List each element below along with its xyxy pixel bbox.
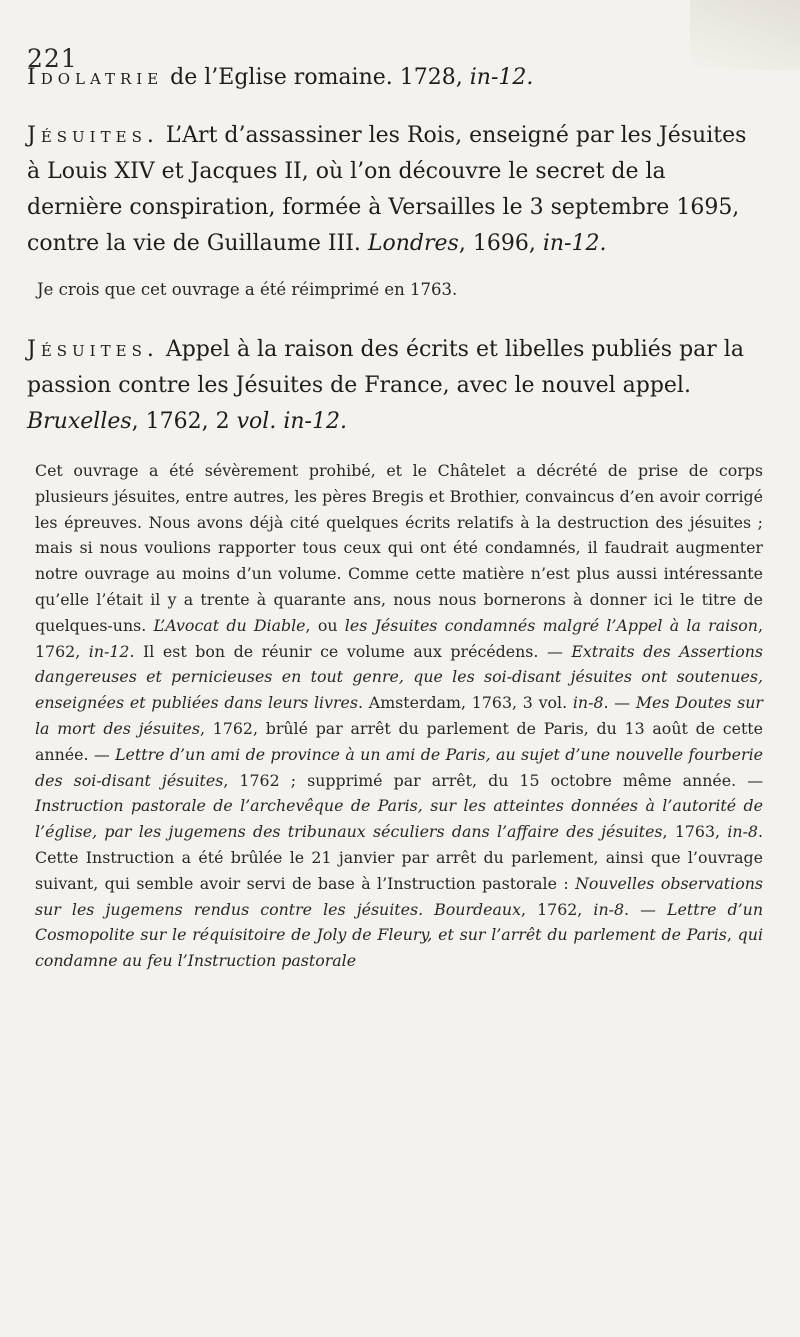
entry-headword: Idolatrie bbox=[27, 65, 164, 90]
title-mes-doutes: Mes Doutes sur la mort des jésuites bbox=[35, 693, 763, 738]
title-condamne-au-feu: qui condamne au feu l’Instruction pastorale bbox=[35, 925, 763, 971]
title-extraits-assertions: Extraits des Assertions dangereuses et pernicieuses en tout genre, que les soi-disant jésuites ont soutenues, enseignées et publiées dans leurs livres bbox=[35, 641, 763, 713]
entry-text-2: , 1696, bbox=[458, 231, 543, 256]
entry-text: de l’Eglise romaine. 1728, bbox=[163, 65, 470, 90]
entry-format: in-12. bbox=[469, 65, 534, 90]
title-lettre-cosmopolite: Lettre d’un Cosmopolite sur le réquisitoire de Joly de Fleury, et sur l’arrêt du parlement de Paris bbox=[35, 899, 764, 945]
entry-idolatrie bbox=[27, 60, 763, 96]
title-avocat-du-diable: L’Avocat du Diable bbox=[153, 615, 306, 635]
title-jesuites-condamnes: les Jésuites condamnés malgré l’Appel à la raison bbox=[344, 615, 758, 635]
entry-text-2: , 1762, 2 bbox=[131, 409, 237, 434]
entry-place: Bruxelles bbox=[27, 409, 132, 434]
entry-jesuites-appel bbox=[27, 332, 763, 440]
entry-headword: Jésuites. bbox=[27, 123, 159, 148]
entry-text: L’Art d’assassiner les Rois, enseigné par les Jésuites à Louis XIV et Jacques II, où l’on découvre le secret de la dernière conspiration, formée à Versailles le 3 septembre 1695, contre la vie de Guillaume III. bbox=[27, 123, 747, 256]
entry-headword: Jésuites. bbox=[27, 337, 159, 362]
entry-jesuites-art bbox=[27, 118, 763, 262]
note-reprint: Je crois que cet ouvrage a été réimprimé en 1763. bbox=[37, 280, 458, 299]
entry-place: Londres bbox=[367, 231, 459, 256]
page-number: 221 bbox=[27, 44, 78, 73]
entry-format: vol. in-12. bbox=[236, 409, 347, 434]
note-condemned-works: Cet ouvrage a été sévèrement prohibé, et le Châtelet a décrété de prise de corps plusieurs jésuites, entre autres, les pères Bregis et Brothier, convaincus d’en avoir corrigé les épreuves. Nous avons déjà cité quelques écrits relatifs à la destruction des jésuites ; mais si nous voulions rapporter tous ceux qui ont été condamnés, il faudrait augmenter notre ouvrage au moins d’un volume. Comme cette matière n’est plus aussi intéressante qu’elle l’était il y a trente à quarante ans, nous nous bornerons à donner ici le titre de quelques-uns. L’Avocat du Diable, ou les Jésuites condamnés malgré l’Appel à la raison, 1762, in-12. Il est bon de réunir ce volume aux précédens. — Extraits des Assertions dangereuses et pernicieuses en tout genre, que les soi-disant jésuites ont soutenues, enseignées et publiées dans leurs livres. Amsterdam, 1763, 3 vol. in-8. — Mes Doutes sur la mort des jésuites, 1762, brûlé par arrêt du parlement de Paris, du 13 août de cette année. — Lettre d’un ami de province à un ami de Paris, au sujet d’une nouvelle fourberie des soi-disant jésuites, 1762 ; supprimé par arrêt, du 15 octobre même année. — Instruction pastorale de l’archevêque de Paris, sur les atteintes données à l’autorité de l’église, par les jugemens des tribunaux séculiers dans l’affaire des jésuites, 1763, in-8. Cette Instruction a été brûlée le 21 janvier par arrêt du parlement, ainsi que l’ouvrage suivant, qui semble avoir servi de base à l’Instruction pastorale : Nouvelles observations sur les jugemens rendus contre les jésuites. Bourdeaux, 1762, in-8. — Lettre d’un Cosmopolite sur le réquisitoire de Joly de Fleury, et sur l’arrêt du parlement de Paris, qui condamne au feu l’Instruction pastorale bbox=[35, 461, 764, 971]
entry-text: Appel à la raison des écrits et libelles publiés par la passion contre les Jésuites de France, avec le nouvel appel. bbox=[27, 337, 744, 398]
title-lettre-ami-province: Lettre d’un ami de province à un ami de Paris, au sujet d’une nouvelle fourberie des soi-disant jésuites bbox=[35, 744, 763, 790]
title-nouvelles-observations: Nouvelles observations sur les jugemens rendus contre les jésuites. Bourdeaux bbox=[35, 873, 763, 919]
title-instruction-pastorale: Instruction pastorale de l’archevêque de Paris, sur les atteintes données à l’autorité de l’église, par les jugemens des tribunaux séculiers dans l’affaire des jésuites bbox=[35, 796, 763, 842]
entry-format: in-12. bbox=[542, 231, 607, 256]
